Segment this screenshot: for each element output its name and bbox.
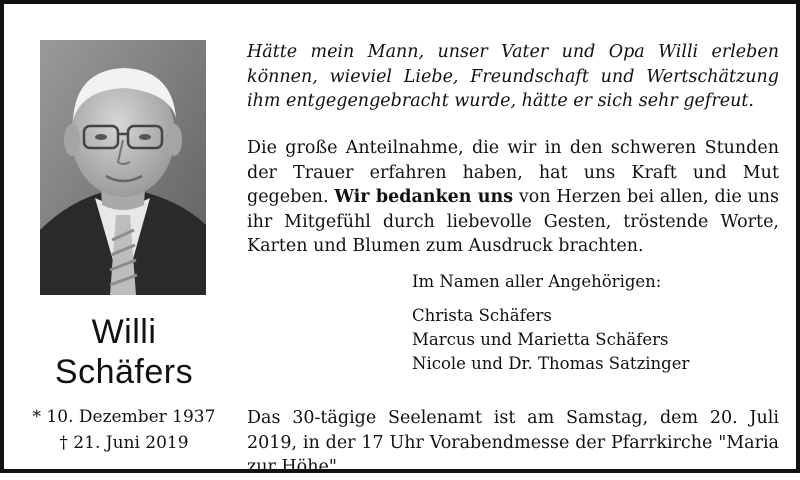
intro-text: Hätte mein Mann, unser Vater und Opa Willi erleben können, wieviel Liebe, Freundschaft und Wertschätzung ihm entgegengebracht wurde, hätte er sich sehr gefreut. (247, 42, 779, 111)
death-date: † 21. Juni 2019 (59, 433, 189, 453)
signers-block (412, 270, 689, 376)
gratitude-part1: Die große Anteilnahme, die wir in den schweren Stunden der Trauer erfahren haben, hat uns Kraft und Mut gegeben. (247, 138, 779, 207)
birth-date: * 10. Dezember 1937 (32, 407, 216, 427)
first-name: Willi (91, 313, 157, 351)
life-dates (24, 404, 224, 456)
signer-name: Christa Schäfers (412, 306, 552, 325)
signer-name: Nicole und Dr. Thomas Satzinger (412, 354, 690, 373)
signer-name: Marcus und Marietta Schäfers (412, 330, 669, 349)
gratitude-text (247, 136, 779, 259)
portrait-image (40, 40, 206, 295)
gratitude-bold: Wir bedanken uns (334, 187, 514, 207)
gratitude-part2: von Herzen bei allen, die uns ihr Mitgefühl durch liebevolle Gesten, tröstende Worte, Karten und Blumen zum Ausdruck brachten. (247, 187, 779, 256)
mass-notice: Das 30-tägige Seelenamt ist am Samstag, dem 20. Juli 2019, in der 17 Uhr Vorabendmesse der Pfarrkirche "Maria zur Höhe". (247, 408, 779, 477)
portrait-photo (40, 40, 206, 295)
signers-intro: Im Namen aller Angehörigen: (412, 272, 662, 291)
last-name: Schäfers (54, 353, 194, 391)
